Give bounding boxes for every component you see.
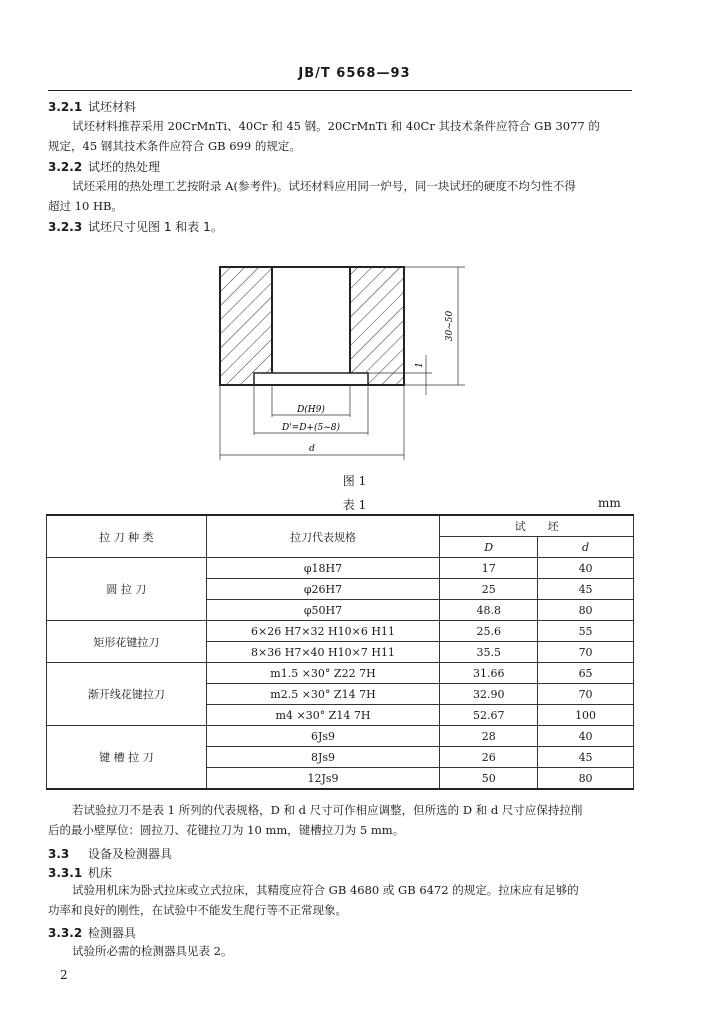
cell-D: 48.8 bbox=[440, 600, 538, 621]
section-title: 试坯材料 bbox=[88, 100, 137, 114]
header-rule bbox=[48, 90, 632, 91]
section-title: 试坯尺寸见图 1 和表 1。 bbox=[88, 220, 223, 234]
cell-D: 25 bbox=[440, 579, 538, 600]
header-spec: 拉刀代表规格 bbox=[206, 515, 440, 558]
header-d: d bbox=[538, 537, 634, 558]
cell-d: 40 bbox=[538, 726, 634, 747]
height-dimension bbox=[445, 311, 455, 342]
text-line: 功率和良好的刚性，在试验中不能发生爬行等不正常现象。 bbox=[48, 903, 347, 917]
bore-dimension-label: D(H9) bbox=[297, 405, 325, 415]
counterbore-dimension-label: D'=D+(5~8) bbox=[281, 423, 341, 433]
cell-d: 40 bbox=[538, 558, 634, 579]
section-number: 3.2.3 bbox=[48, 220, 83, 234]
group-name: 渐开线花键拉刀 bbox=[47, 663, 207, 726]
section-3-3-1-heading bbox=[48, 864, 112, 881]
cell-D: 17 bbox=[440, 558, 538, 579]
header-blank: 试 坯 bbox=[440, 515, 634, 537]
cell-spec: φ18H7 bbox=[206, 558, 440, 579]
cell-spec: 12Js9 bbox=[206, 768, 440, 790]
text-line: 超过 10 HB。 bbox=[48, 199, 123, 213]
table-row bbox=[47, 558, 634, 579]
cell-D: 31.66 bbox=[440, 663, 538, 684]
section-3-2-1-text bbox=[48, 116, 638, 156]
cell-spec: m4 ×30° Z14 7H bbox=[206, 705, 440, 726]
cell-spec: 8×36 H7×40 H10×7 H11 bbox=[206, 642, 440, 663]
standard-header: JB/T 6568—93 bbox=[298, 66, 411, 81]
cell-d: 70 bbox=[538, 684, 634, 705]
right-wall-hatch bbox=[350, 267, 404, 385]
section-title: 设备及检测器具 bbox=[88, 847, 173, 861]
cell-d: 65 bbox=[538, 663, 634, 684]
section-number: 3.3.2 bbox=[48, 926, 83, 940]
group-name: 键 槽 拉 刀 bbox=[47, 726, 207, 790]
cell-d: 45 bbox=[538, 579, 634, 600]
section-title: 机床 bbox=[88, 866, 113, 880]
cell-D: 35.5 bbox=[440, 642, 538, 663]
table-row bbox=[47, 726, 634, 747]
blank-drawing-figure bbox=[200, 255, 480, 465]
section-3-3-2-heading bbox=[48, 924, 136, 941]
cell-d: 55 bbox=[538, 621, 634, 642]
text-line: 若试验拉刀不是表 1 所列的代表规格，D 和 d 尺寸可作相应调整，但所选的 D 和 d 尺寸应保持拉削 bbox=[72, 803, 583, 817]
section-3-2-2-text bbox=[48, 176, 638, 216]
cell-D: 52.67 bbox=[440, 705, 538, 726]
group-name: 圆 拉 刀 bbox=[47, 558, 207, 621]
cell-spec: φ50H7 bbox=[206, 600, 440, 621]
text-line: 试坯采用的热处理工艺按附录 A(参考件)。试坯材料应用同一炉号，同一块试坯的硬度不均匀性不得 bbox=[72, 179, 576, 193]
section-number: 3.3 bbox=[48, 847, 70, 861]
section-3-3-2-text bbox=[48, 941, 638, 961]
cell-spec: m1.5 ×30° Z22 7H bbox=[206, 663, 440, 684]
section-title: 试坯的热处理 bbox=[88, 160, 161, 174]
table-row bbox=[47, 621, 634, 642]
cell-spec: φ26H7 bbox=[206, 579, 440, 600]
cell-D: 25.6 bbox=[440, 621, 538, 642]
group-name: 矩形花键拉刀 bbox=[47, 621, 207, 663]
cell-spec: 6Js9 bbox=[206, 726, 440, 747]
table-unit: mm bbox=[598, 496, 621, 510]
cell-D: 26 bbox=[440, 747, 538, 768]
cell-spec: 6×26 H7×32 H10×6 H11 bbox=[206, 621, 440, 642]
table-caption: 表 1 bbox=[342, 498, 367, 512]
counterbore-depth-dimension bbox=[415, 362, 425, 368]
cell-D: 32.90 bbox=[440, 684, 538, 705]
table-row bbox=[47, 663, 634, 684]
section-title: 检测器具 bbox=[88, 926, 137, 940]
figure-caption: 图 1 bbox=[342, 474, 367, 488]
table-note bbox=[48, 800, 638, 840]
section-number: 3.2.2 bbox=[48, 160, 83, 174]
table-1 bbox=[46, 514, 634, 790]
cell-D: 28 bbox=[440, 726, 538, 747]
cell-d: 80 bbox=[538, 600, 634, 621]
text-line: 试验用机床为卧式拉床或立式拉床，其精度应符合 GB 4680 或 GB 6472 的规定。拉床应有足够的 bbox=[72, 883, 579, 897]
left-wall-hatch bbox=[220, 267, 272, 385]
section-3-2-1-heading bbox=[48, 98, 136, 115]
text-line: 后的最小壁厚位：圆拉刀、花键拉刀为 10 mm，键槽拉刀为 5 mm。 bbox=[48, 823, 405, 837]
header-D: D bbox=[440, 537, 538, 558]
cell-D: 50 bbox=[440, 768, 538, 790]
svg-text:30~50: 30~50 bbox=[445, 310, 455, 342]
cell-d: 100 bbox=[538, 705, 634, 726]
page-number: 2 bbox=[60, 968, 68, 982]
cell-d: 80 bbox=[538, 768, 634, 790]
svg-text:1: 1 bbox=[415, 362, 425, 368]
section-number: 3.2.1 bbox=[48, 100, 83, 114]
header-tool-type: 拉 刀 种 类 bbox=[47, 515, 207, 558]
section-3-3-1-text bbox=[48, 880, 638, 920]
section-number: 3.3.1 bbox=[48, 866, 83, 880]
text-line: 试坯材料推荐采用 20CrMnTi、40Cr 和 45 钢。20CrMnTi 和 40Cr 其技术条件应符合 GB 3077 的 bbox=[72, 119, 600, 133]
cell-spec: m2.5 ×30° Z14 7H bbox=[206, 684, 440, 705]
cell-d: 45 bbox=[538, 747, 634, 768]
text-line: 规定，45 钢其技术条件应符合 GB 699 的规定。 bbox=[48, 139, 301, 153]
counterbore bbox=[254, 373, 368, 385]
text-line: 试验所必需的检测器具见表 2。 bbox=[72, 944, 233, 958]
section-3-3-heading bbox=[48, 845, 172, 862]
cell-d: 70 bbox=[538, 642, 634, 663]
section-3-2-2-heading bbox=[48, 158, 160, 175]
outer-dimension-label: d bbox=[309, 444, 315, 454]
cell-spec: 8Js9 bbox=[206, 747, 440, 768]
blank-section-view bbox=[220, 267, 404, 385]
section-3-2-3-heading bbox=[48, 218, 223, 235]
